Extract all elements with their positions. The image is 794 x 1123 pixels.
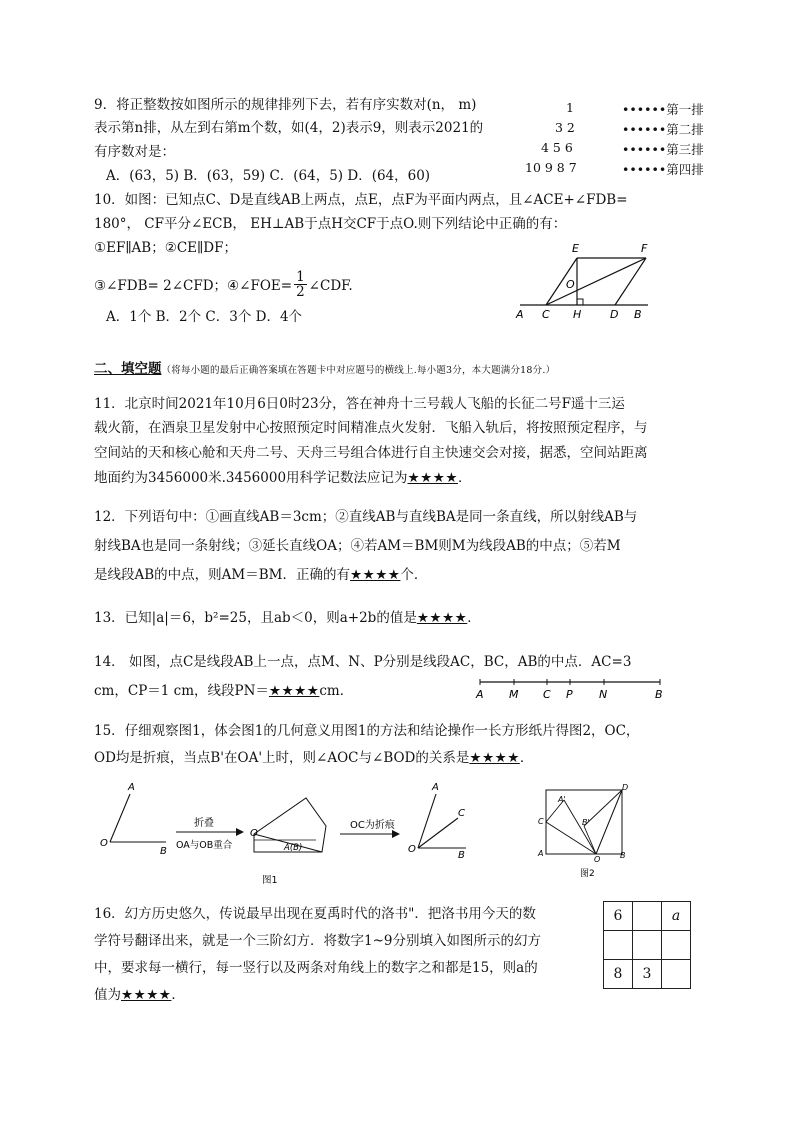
fig1-label-a: A: [128, 782, 135, 793]
svg-text:A: A: [432, 782, 439, 793]
label-f: F: [641, 242, 648, 255]
q15-line-2-text: OD均是折痕，当点B'在OA'上时，则∠AOC与∠BOD的关系是: [94, 750, 470, 766]
magic-square-cell: [662, 960, 691, 989]
svg-text:C: C: [458, 808, 465, 819]
q16-line-2: 学符号翻译出来，就是一个三阶幻方．将数字1~9分别填入如图所示的幻方: [94, 933, 541, 949]
q12-end: 个．: [400, 567, 428, 583]
point-c-label: C: [543, 688, 551, 701]
q13-end: ．: [467, 610, 481, 626]
magic-square-grid: [603, 901, 691, 989]
q14-line-1: 14． 如图，点C是线段AB上一点，点M、N、P分别是线段AC，BC，AB的中点．AC=3: [94, 654, 632, 670]
svg-text:O: O: [250, 828, 258, 839]
magic-square-cell: 8: [604, 960, 633, 989]
fig1-label-o: O: [100, 838, 108, 849]
q10-line-4a: ③∠FDB= 2∠CFD；④∠FOE=: [94, 278, 293, 294]
q13-text: 13．已知|a|＝6，b²=25，且ab＜0，则a+2b的值是: [94, 610, 417, 626]
q9-line-3: 有序数对是：: [94, 144, 175, 160]
svg-text:A': A': [558, 795, 566, 804]
q12-line-1: 12．下列语句中：①画直线AB＝3cm；②直线AB与直线BA是同一条直线，所以射线AB与: [94, 509, 638, 525]
magic-square-row-3: [604, 960, 691, 989]
fold-label: 折叠: [194, 818, 214, 829]
triangle-row-1: 1: [566, 100, 574, 115]
q10-line-1: 10．如图：已知点C、D是直线AB上两点，点E，点F为平面内两点，且∠ACE+∠FDB=: [94, 192, 628, 208]
q10-figure: [510, 240, 670, 322]
figure-1-caption: 图1: [262, 875, 278, 886]
crease-label: OC为折痕: [350, 820, 395, 831]
q12-line-3: [94, 566, 427, 584]
magic-square-cell: [604, 931, 633, 960]
q14-end: cm．: [319, 683, 354, 699]
q15-end: ．: [519, 750, 534, 766]
fig1-label-b: B: [160, 846, 167, 857]
svg-text:B': B': [582, 818, 590, 827]
label-o: O: [566, 278, 575, 291]
coincide-label: OA与OB重合: [176, 840, 233, 851]
triangle-row-3: 4 5 6: [541, 140, 573, 155]
q16-line-1: 16．幻方历史悠久，传说最早出现在夏禹时代的洛书"．把洛书用今天的数: [94, 906, 536, 922]
point-b-label: B: [655, 688, 663, 701]
label-c: C: [542, 308, 550, 321]
q15-line-1: 15．仔细观察图1，体会图1的几何意义用图1的方法和结论操作一长方形纸片得图2，OC，: [94, 723, 640, 739]
svg-text:O: O: [594, 855, 601, 864]
q16-end: ．: [171, 987, 185, 1003]
magic-square-row-1: [604, 902, 691, 931]
q12-line-3-text: 是线段AB的中点，则AM＝BM．正确的有: [94, 567, 350, 583]
q14-segment-figure: [470, 674, 670, 702]
label-h: H: [573, 308, 582, 321]
row-label-1: ••••••第一排: [622, 102, 704, 117]
fraction-numerator: 1: [296, 269, 305, 285]
q11-line-1: 11．北京时间2021年10月6日0时23分，答在神舟十三号载人飞船的长征二号F遥十三运: [94, 396, 625, 412]
q14-answer-blank: ★★★★: [268, 683, 320, 699]
point-p-label: P: [566, 688, 573, 701]
svg-text:B: B: [458, 850, 465, 861]
point-m-label: M: [509, 688, 519, 701]
q11-line-3: 空间站的天和核心舱和天舟二号、天舟三号组合体进行自主快速交会对接，据悉，空间站距离: [94, 445, 648, 461]
q10-line-2: 180°， CF平分∠ECB， EH⊥AB于点H交CF于点O.则下列结论中正确的有：: [94, 216, 567, 232]
row-label-3: ••••••第三排: [622, 142, 704, 157]
q16-line-4-text: 值为: [94, 987, 121, 1003]
q9-line-2: 表示第n排，从左到右第m个数，如(4，2)表示9，则表示2021的: [94, 120, 484, 136]
q13-line-1: [94, 609, 481, 627]
point-a-label: A: [476, 688, 484, 701]
figure-2-caption: 图2: [580, 869, 595, 879]
q13-answer-blank: ★★★★: [416, 610, 468, 626]
row-label-2: ••••••第二排: [622, 122, 704, 137]
right-angle-mark: [577, 299, 583, 305]
label-b: B: [634, 308, 642, 321]
q11-answer-blank: ★★★★: [407, 470, 458, 486]
svg-text:C: C: [538, 817, 544, 826]
q10-line-3: ①EF∥AB；②CE∥DF；: [94, 240, 237, 256]
q11-line-4-text: 地面约为3456000米.3456000用科学记数法应记为: [94, 470, 408, 486]
section-2-note: （将每小题的最后正确答案填在答题卡中对应题号的横线上.每小题3分，本大题满分18分.）: [161, 365, 556, 376]
q14-line-2-text: cm，CP＝1 cm，线段PN＝: [94, 683, 269, 699]
q15-figure-2: [532, 778, 642, 882]
label-a: A: [516, 308, 524, 321]
magic-square-row-2: [604, 931, 691, 960]
magic-square-cell: 6: [604, 902, 633, 931]
svg-text:B: B: [620, 851, 626, 860]
row-label-4: ••••••第四排: [622, 162, 704, 177]
magic-square-cell: [662, 931, 691, 960]
q11-line-2: 载火箭，在酒泉卫星发射中心按照预定时间精准点火发射．飞船入轨后，将按照预定程序，与: [94, 420, 648, 436]
q10-line-4: [94, 269, 353, 301]
section-2-title: 二、填空题: [94, 361, 162, 377]
q15-line-2: [94, 749, 533, 767]
q16-line-3: 中，要求每一横行，每一竖行以及两条对角线上的数字之和都是15，则a的: [94, 960, 538, 976]
q9-line-1: 9．将正整数按如图所示的规律排列下去，若有序实数对(n， m): [94, 97, 477, 113]
q10-options: A．1个 B．2个 C．3个 D．4个: [106, 309, 303, 325]
fraction-one-half: [294, 270, 307, 299]
q16-answer-blank: ★★★★: [121, 987, 172, 1003]
q14-line-2: [94, 682, 353, 700]
q15-figure-1: [96, 778, 496, 888]
q9-options: A．(63，5) B．(63，59) C．(64，5) D．(64，60): [106, 168, 431, 184]
q12-answer-blank: ★★★★: [350, 567, 401, 583]
q10-line-4b: ∠CDF.: [308, 278, 353, 294]
svg-text:A(B): A(B): [284, 843, 303, 853]
triangle-row-2: 3 2: [555, 120, 575, 135]
label-d: D: [610, 308, 619, 321]
triangle-row-4: 10 9 8 7: [525, 160, 577, 175]
label-e: E: [572, 242, 579, 255]
magic-square-cell: [633, 902, 662, 931]
q11-line-4: [94, 469, 471, 487]
q16-line-4: [94, 986, 185, 1004]
section-2-header: [94, 360, 555, 380]
point-n-label: N: [599, 688, 608, 701]
magic-square-cell: 3: [633, 960, 662, 989]
svg-text:A: A: [538, 849, 544, 858]
magic-square-cell: [633, 931, 662, 960]
svg-text:D: D: [622, 783, 629, 792]
svg-text:O: O: [408, 844, 416, 855]
magic-square-cell: a: [662, 902, 691, 931]
q11-end: ．: [457, 470, 472, 486]
fraction-denominator: 2: [296, 284, 305, 300]
q12-line-2: 射线BA也是同一条射线；③延长直线OA；④若AM＝BM则M为线段AB的中点；⑤若M: [94, 538, 621, 554]
q15-answer-blank: ★★★★: [469, 750, 520, 766]
